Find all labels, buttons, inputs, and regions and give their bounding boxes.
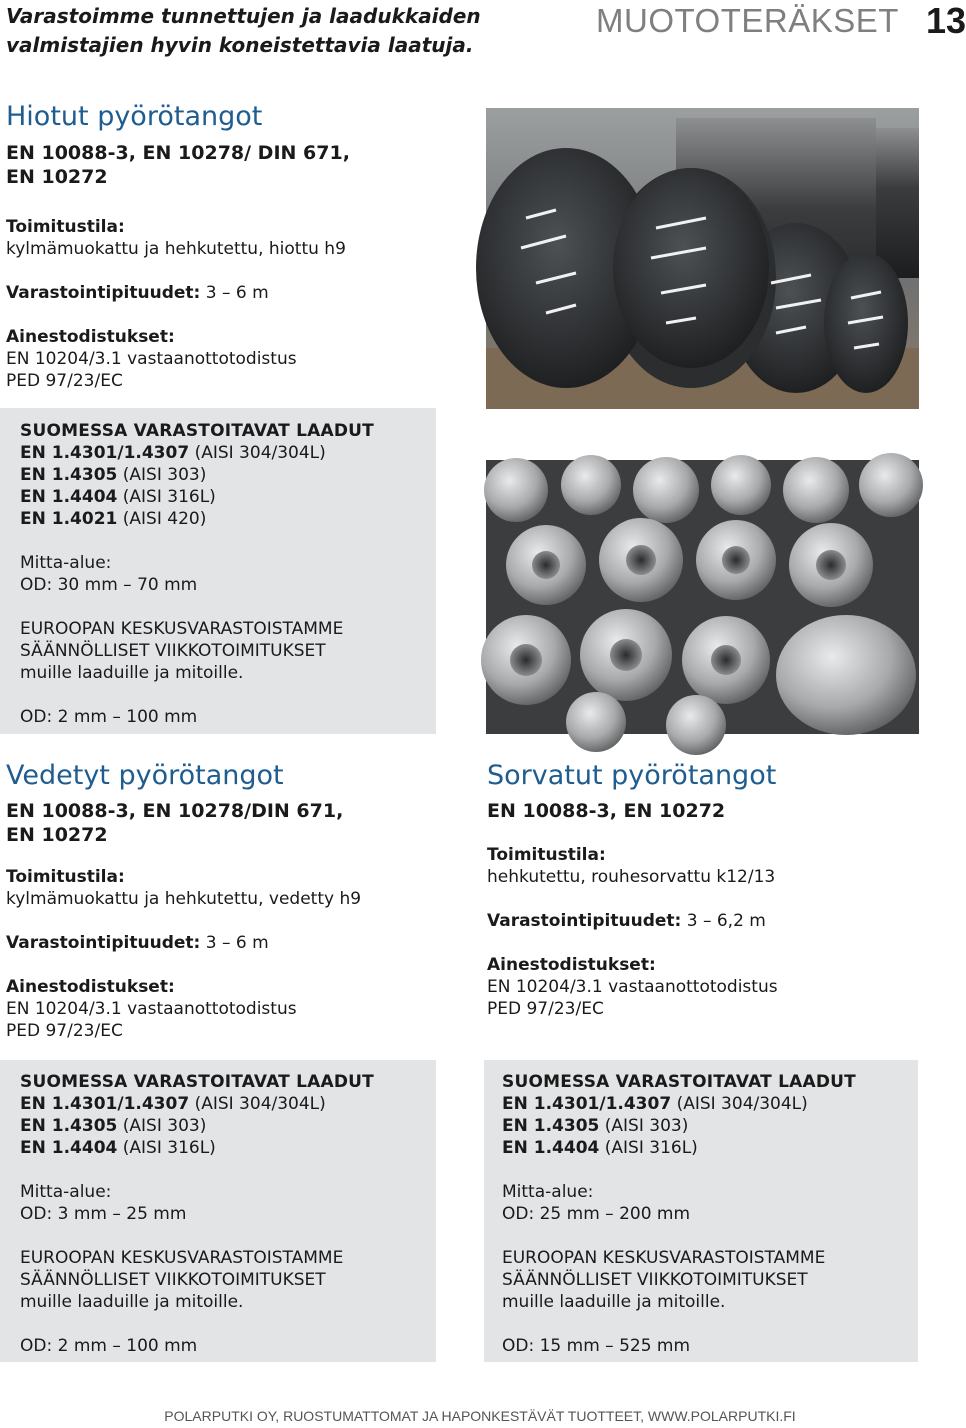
- grade-line: EN 1.4305 (AISI 303): [20, 465, 207, 485]
- sorvatut-certs-line1: EN 10204/3.1 vastaanottotodistus: [487, 977, 778, 997]
- hiotut-delivery-value: kylmämuokattu ja hehkutettu, hiottu h9: [6, 239, 346, 259]
- sorvatut-lengths-label: Varastointipituudet:: [487, 911, 682, 931]
- tagline: Varastoimme tunnettujen ja laadukkaiden valmistajien hyvin koneistettavia laatuja.: [6, 4, 481, 57]
- vedetyt-delivery-value: kylmämuokattu ja hehkutettu, vedetty h9: [6, 889, 362, 909]
- hiotut-title: Hiotut pyörötangot: [6, 101, 263, 132]
- hiotut-certs-label: Ainestodistukset:: [6, 327, 175, 347]
- vedetyt-eu-line3: muille laaduille ja mitoille.: [20, 1292, 244, 1312]
- cut-bars-image: [486, 460, 919, 734]
- vedetyt-eu-range: OD: 2 mm – 100 mm: [20, 1336, 198, 1356]
- section-title: MUOTOTERÄKSET: [596, 2, 899, 39]
- vedetyt-certs-line1: EN 10204/3.1 vastaanottotodistus: [6, 999, 297, 1019]
- vedetyt-delivery-label: Toimitustila:: [6, 867, 125, 887]
- hiotut-details: [6, 216, 466, 392]
- hiotut-standards-line2: EN 10272: [6, 166, 108, 188]
- grade-line: EN 1.4305 (AISI 303): [502, 1116, 689, 1136]
- ground-bars-image: [486, 108, 919, 409]
- hiotut-certs-line1: EN 10204/3.1 vastaanottotodistus: [6, 349, 297, 369]
- sorvatut-range-label: Mitta-alue:: [502, 1182, 594, 1202]
- ground-bars-photo: [486, 108, 919, 409]
- sorvatut-delivery-value: hehkutettu, rouhesorvattu k12/13: [487, 867, 776, 887]
- sorvatut-delivery-label: Toimitustila:: [487, 845, 606, 865]
- hiotut-box-heading: SUOMESSA VARASTOITAVAT LAADUT: [20, 421, 374, 441]
- sorvatut-standards-line1: EN 10088-3, EN 10272: [487, 800, 726, 822]
- hiotut-grades-box: [0, 408, 436, 734]
- hiotut-eu-line1: EUROOPAN KESKUSVARASTOISTAMME: [20, 619, 344, 639]
- sorvatut-certs-label: Ainestodistukset:: [487, 955, 656, 975]
- vedetyt-certs-label: Ainestodistukset:: [6, 977, 175, 997]
- grade-line: EN 1.4404 (AISI 316L): [20, 487, 216, 507]
- grade-line: EN 1.4404 (AISI 316L): [20, 1138, 216, 1158]
- sorvatut-box-heading: SUOMESSA VARASTOITAVAT LAADUT: [502, 1072, 856, 1092]
- vedetyt-standards-line1: EN 10088-3, EN 10278/DIN 671,: [6, 800, 344, 822]
- cut-bars-photo: [486, 460, 919, 734]
- grade-line: EN 1.4301/1.4307 (AISI 304/304L): [20, 443, 326, 463]
- vedetyt-range-label: Mitta-alue:: [20, 1182, 112, 1202]
- hiotut-eu-range: OD: 2 mm – 100 mm: [20, 707, 198, 727]
- sorvatut-eu-line3: muille laaduille ja mitoille.: [502, 1292, 726, 1312]
- sorvatut-details: [487, 844, 947, 1020]
- hiotut-certs-line2: PED 97/23/EC: [6, 371, 123, 391]
- sorvatut-title: Sorvatut pyörötangot: [487, 760, 777, 791]
- grade-line: EN 1.4021 (AISI 420): [20, 509, 207, 529]
- sorvatut-eu-range: OD: 15 mm – 525 mm: [502, 1336, 691, 1356]
- sorvatut-eu-line2: SÄÄNNÖLLISET VIIKKOTOIMITUKSET: [502, 1270, 808, 1290]
- grade-line: EN 1.4301/1.4307 (AISI 304/304L): [20, 1094, 326, 1114]
- sorvatut-lengths-value: 3 – 6,2 m: [686, 911, 766, 931]
- grade-line: EN 1.4404 (AISI 316L): [502, 1138, 698, 1158]
- grade-line: EN 1.4301/1.4307 (AISI 304/304L): [502, 1094, 808, 1114]
- hiotut-range-label: Mitta-alue:: [20, 553, 112, 573]
- sorvatut-standards: [487, 799, 947, 823]
- hiotut-eu-line2: SÄÄNNÖLLISET VIIKKOTOIMITUKSET: [20, 641, 326, 661]
- hiotut-lengths-value: 3 – 6 m: [205, 283, 269, 303]
- sorvatut-grades-box: [484, 1060, 918, 1362]
- page-number: 13: [926, 0, 966, 41]
- vedetyt-standards-line2: EN 10272: [6, 824, 108, 846]
- vedetyt-eu-line2: SÄÄNNÖLLISET VIIKKOTOIMITUKSET: [20, 1270, 326, 1290]
- vedetyt-box-heading: SUOMESSA VARASTOITAVAT LAADUT: [20, 1072, 374, 1092]
- vedetyt-certs-line2: PED 97/23/EC: [6, 1021, 123, 1041]
- hiotut-range-value: OD: 30 mm – 70 mm: [20, 575, 198, 595]
- vedetyt-grades-box: [0, 1060, 436, 1362]
- grade-line: EN 1.4305 (AISI 303): [20, 1116, 207, 1136]
- vedetyt-lengths-label: Varastointipituudet:: [6, 933, 201, 953]
- hiotut-lengths-label: Varastointipituudet:: [6, 283, 201, 303]
- vedetyt-range-value: OD: 3 mm – 25 mm: [20, 1204, 187, 1224]
- hiotut-eu-line3: muille laaduille ja mitoille.: [20, 663, 244, 683]
- hiotut-delivery-label: Toimitustila:: [6, 217, 125, 237]
- vedetyt-details: [6, 866, 466, 1042]
- sorvatut-certs-line2: PED 97/23/EC: [487, 999, 604, 1019]
- vedetyt-lengths-value: 3 – 6 m: [205, 933, 269, 953]
- hiotut-standards-line1: EN 10088-3, EN 10278/ DIN 671,: [6, 142, 350, 164]
- vedetyt-standards: [6, 799, 466, 847]
- sorvatut-range-value: OD: 25 mm – 200 mm: [502, 1204, 691, 1224]
- vedetyt-eu-line1: EUROOPAN KESKUSVARASTOISTAMME: [20, 1248, 344, 1268]
- hiotut-standards: [6, 141, 466, 189]
- sorvatut-eu-line1: EUROOPAN KESKUSVARASTOISTAMME: [502, 1248, 826, 1268]
- footer-text: POLARPUTKI OY, RUOSTUMATTOMAT JA HAPONKESTÄVÄT TUOTTEET, WWW.POLARPUTKI.FI: [164, 1408, 796, 1424]
- vedetyt-title: Vedetyt pyörötangot: [6, 760, 284, 791]
